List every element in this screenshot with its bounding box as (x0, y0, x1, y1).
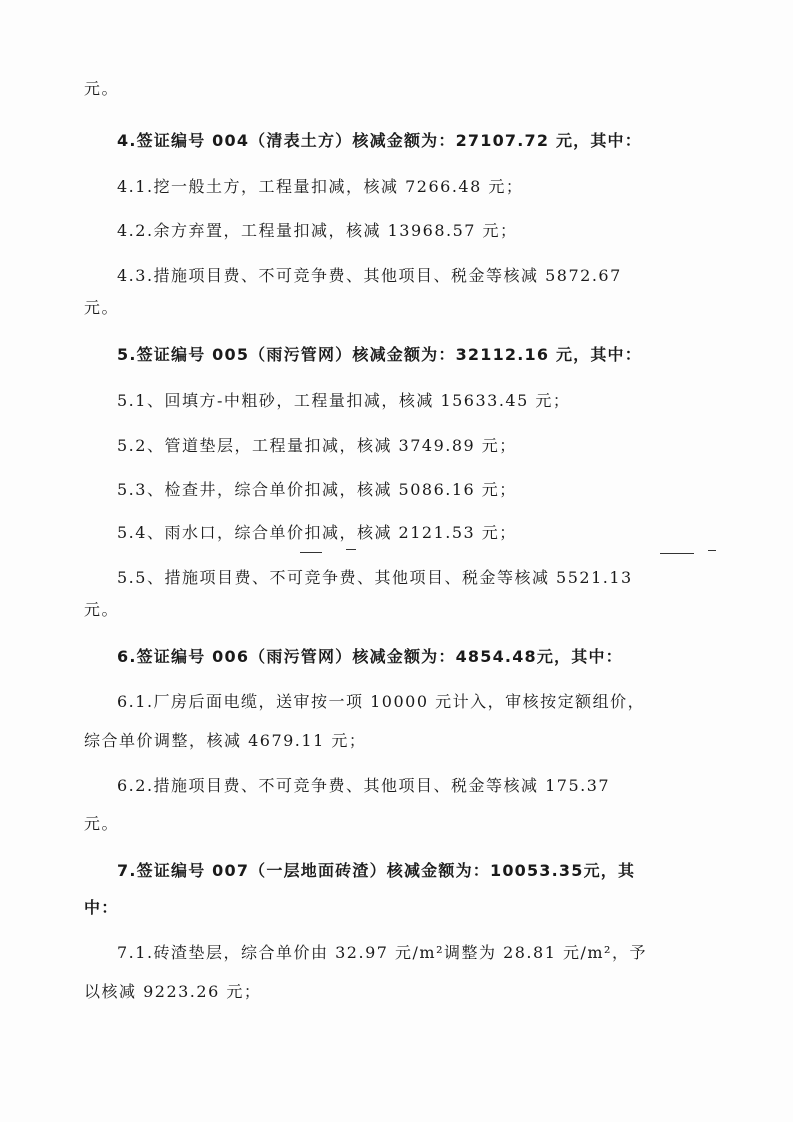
scan-mark (708, 550, 716, 551)
item-7-1: 7.1.砖渣垫层，综合单价由 32.97 元/m²调整为 28.81 元/m²，予 (117, 943, 647, 962)
section-heading-7: 7.签证编号 007（一层地面砖渣）核减金额为：10053.35元，其 (117, 861, 636, 880)
item-4-1: 4.1.挖一般土方，工程量扣减，核减 7266.48 元； (117, 177, 524, 196)
scan-mark (660, 553, 694, 554)
section-heading-6: 6.签证编号 006（雨污管网）核减金额为：4854.48元，其中： (117, 647, 623, 666)
item-5-5: 5.5、措施项目费、不可竞争费、其他项目、税金等核减 5521.13 (117, 568, 633, 587)
item-7-1-continuation: 以核减 9223.26 元； (84, 982, 262, 1001)
item-6-1: 6.1.厂房后面电缆，送审按一项 10000 元计入，审核按定额组价， (117, 692, 646, 711)
section-heading-5: 5.签证编号 005（雨污管网）核减金额为：32112.16 元，其中： (117, 345, 642, 364)
scan-mark (346, 549, 356, 550)
item-4-3: 4.3.措施项目费、不可竞争费、其他项目、税金等核减 5872.67 (117, 266, 622, 285)
item-6-2: 6.2.措施项目费、不可竞争费、其他项目、税金等核减 175.37 (117, 776, 611, 795)
item-5-4: 5.4、雨水口，综合单价扣减，核减 2121.53 元； (117, 523, 517, 542)
item-6-2-continuation: 元。 (84, 814, 120, 833)
scan-mark (300, 552, 322, 553)
item-6-1-continuation: 综合单价调整，核减 4679.11 元； (84, 731, 367, 750)
item-4-3-continuation: 元。 (84, 298, 120, 317)
item-4-2: 4.2.余方弃置，工程量扣减，核减 13968.57 元； (117, 221, 518, 240)
item-5-3: 5.3、检查井，综合单价扣减，核减 5086.16 元； (117, 480, 517, 499)
item-5-2: 5.2、管道垫层，工程量扣减，核减 3749.89 元； (117, 436, 517, 455)
continuation-text: 元。 (84, 79, 120, 98)
item-5-1: 5.1、回填方-中粗砂，工程量扣减，核减 15633.45 元； (117, 391, 571, 410)
section-heading-4: 4.签证编号 004（清表土方）核减金额为：27107.72 元，其中： (117, 131, 642, 150)
section-heading-7-continuation: 中： (84, 898, 119, 917)
item-5-5-continuation: 元。 (84, 600, 120, 619)
